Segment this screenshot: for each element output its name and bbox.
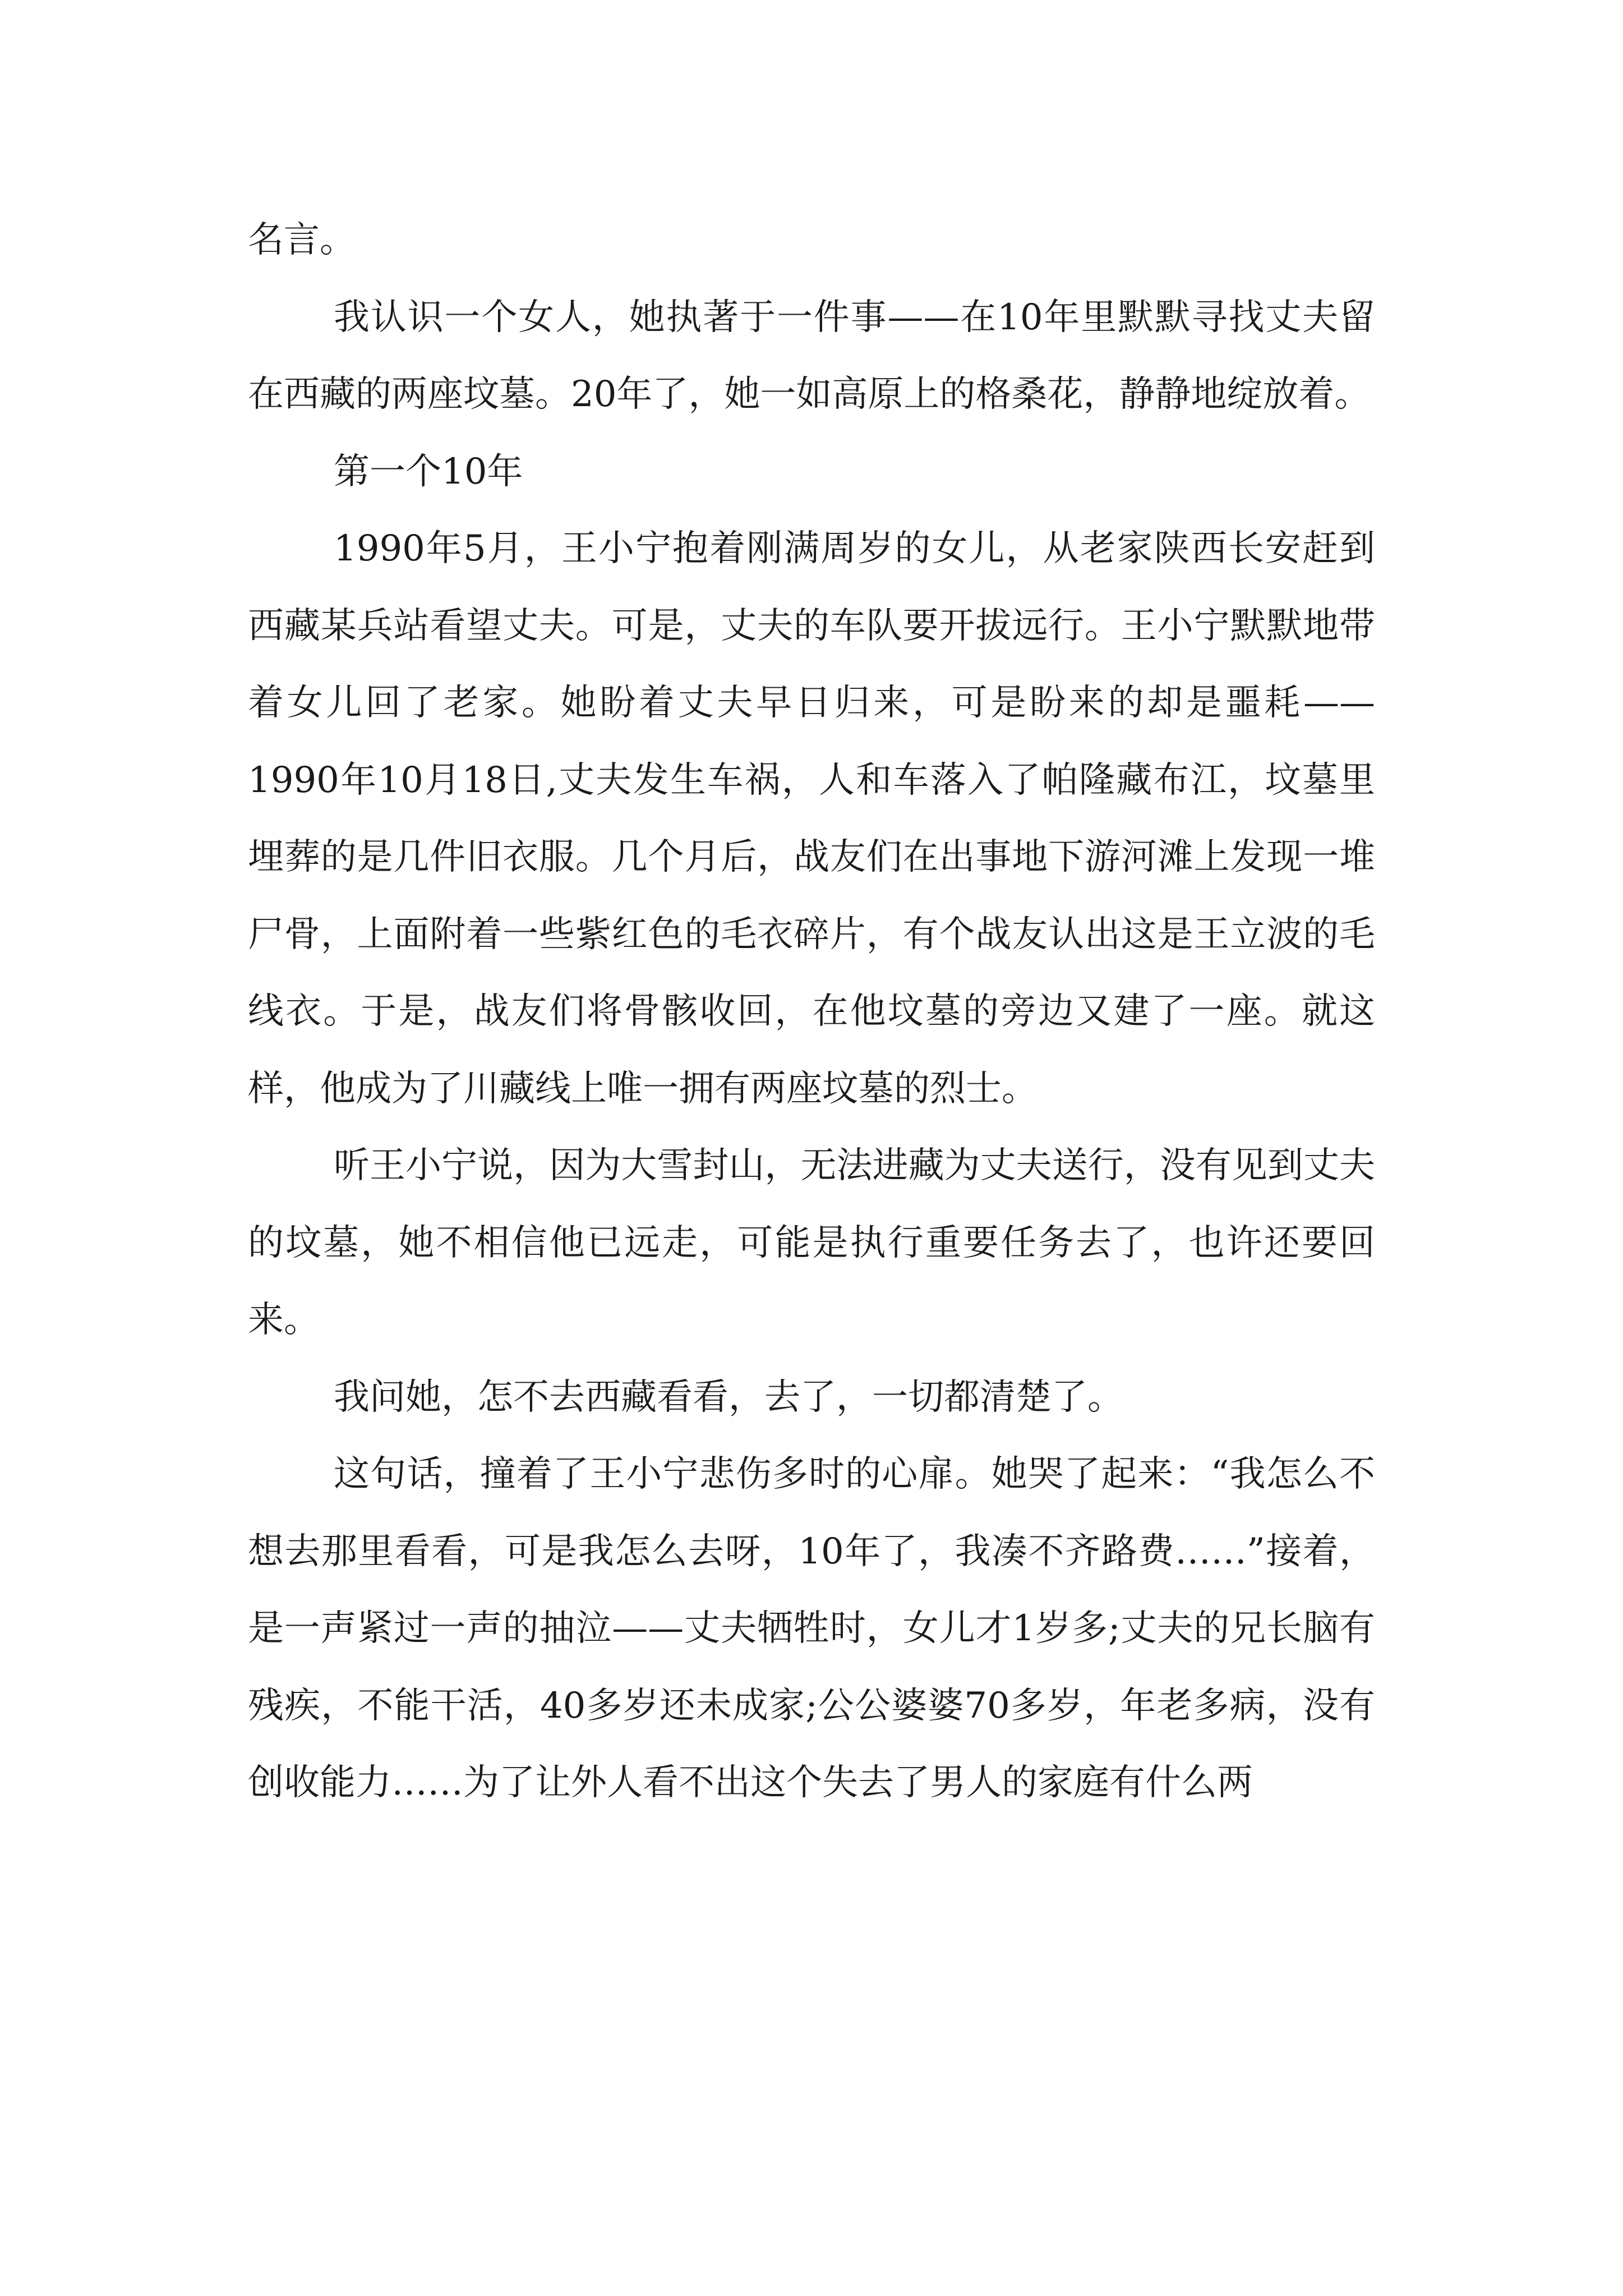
paragraph: 1990年5月，王小宁抱着刚满周岁的女儿，从老家陕西长安赶到西藏某兵站看望丈夫。可是，丈夫的车队要开拔远行。王小宁默默地带着女儿回了老家。她盼着丈夫早日归来，可是盼来的却是噩耗——1990年10月18日,丈夫发生车祸，人和车落入了帕隆藏布江，坟墓里埋葬的是几件旧衣服。几个月后，战友们在出事地下游河滩上发现一堆尸骨，上面附着一些紫红色的毛衣碎片，有个战友认出这是王立波的毛线衣。于是，战友们将骨骸收回，在他坟墓的旁边又建了一座。就这样，他成为了川藏线上唯一拥有两座坟墓的烈士。: [248, 528, 1375, 1110]
body-text: [248, 202, 1375, 1822]
paragraph-continuation: 名言。: [248, 219, 356, 261]
paragraph: 听王小宁说，因为大雪封山，无法进藏为丈夫送行，没有见到丈夫的坟墓，她不相信他已远走，可能是执行重要任务去了，也许还要回来。: [248, 1145, 1375, 1341]
paragraph: 我问她，怎不去西藏看看，去了，一切都清楚了。: [334, 1376, 1123, 1418]
paragraph: 我认识一个女人，她执著于一件事——在10年里默默寻找丈夫留在西藏的两座坟墓。20年了，她一如高原上的格桑花，静静地绽放着。: [248, 296, 1375, 415]
paragraph: 这句话，撞着了王小宁悲伤多时的心扉。她哭了起来：“我怎么不想去那里看看，可是我怎么去呀，10年了，我凑不齐路费……”接着，是一声紧过一声的抽泣——丈夫牺牲时，女儿才1岁多;丈夫的兄长脑有残疾，不能干活，40多岁还未成家;公公婆婆70多岁，年老多病，没有创收能力……为了让外人看不出这个失去了男人的家庭有什么两: [248, 1453, 1375, 1803]
section-heading: 第一个10年: [334, 450, 523, 493]
